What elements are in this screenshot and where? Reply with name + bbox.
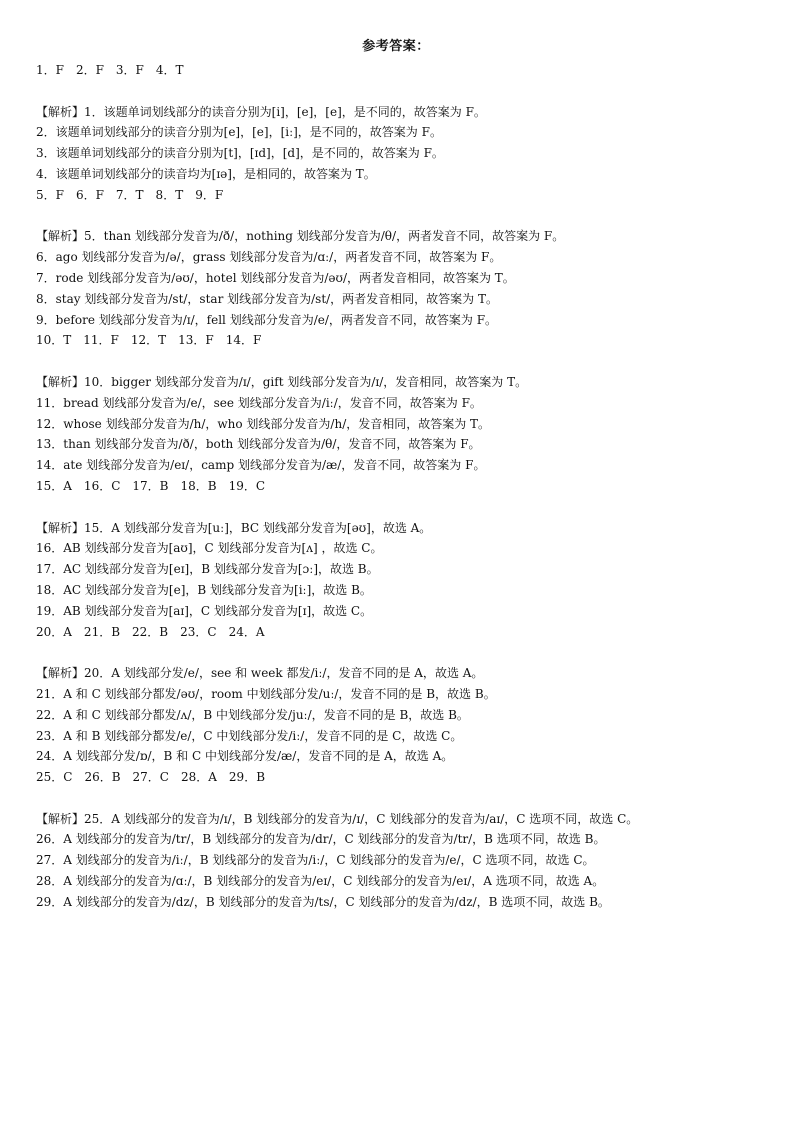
analysis-heading-line: 【解析】5．than 划线部分发音为/ð/，nothing 划线部分发音为/θ/，两者发音不同，故答案为 F。 bbox=[36, 229, 565, 244]
analysis-line: 4．该题单词划线部分的读音均为[ɪə]，是相同的，故答案为 T。 bbox=[36, 166, 376, 181]
analysis-heading-line: 【解析】15．A 划线部分发音为[uː]，BC 划线部分发音为[əʊ]，故选 A。 bbox=[36, 520, 432, 535]
analysis-line: 23．A 和 B 划线部分都发/e/，C 中划线部分发/iː/，发音不同的是 C，故选 C。 bbox=[36, 728, 463, 743]
analysis-line: 19．AB 划线部分发音为[aɪ]，C 划线部分发音为[ɪ]，故选 C。 bbox=[36, 603, 373, 618]
answer-key-line: 1．F 2．F 3．F 4．T bbox=[36, 63, 184, 77]
answer-sheet bbox=[36, 38, 756, 913]
answer-key-line: 10．T 11．F 12．T 13．F 14．F bbox=[36, 333, 262, 348]
analysis-line: 18．AC 划线部分发音为[e]，B 划线部分发音为[iː]，故选 B。 bbox=[36, 582, 372, 597]
analysis-line: 6．ago 划线部分发音为/ə/，grass 划线部分发音为/ɑː/，两者发音不同，故答案为 F。 bbox=[36, 250, 502, 265]
analysis-line: 9．before 划线部分发音为/ɪ/，fell 划线部分发音为/e/，两者发音不同，故答案为 F。 bbox=[36, 312, 498, 327]
answer-block bbox=[36, 518, 756, 643]
analysis-heading-line: 【解析】10．bigger 划线部分发音为/ɪ/，gift 划线部分发音为/ɪ/，发音相同，故答案为 T。 bbox=[36, 374, 528, 389]
analysis-line: 13．than 划线部分发音为/ð/，both 划线部分发音为/θ/，发音不同，故答案为 F。 bbox=[36, 437, 481, 452]
block-spacer bbox=[36, 206, 756, 227]
analysis-heading-line: 【解析】25．A 划线部分的发音为/ɪ/，B 划线部分的发音为/ɪ/，C 划线部分的发音为/aɪ/，C 选项不同，故选 C。 bbox=[36, 811, 639, 826]
analysis-line: 16．AB 划线部分发音为[aʊ]，C 划线部分发音为[ʌ] ，故选 C。 bbox=[36, 541, 383, 556]
block-spacer bbox=[36, 497, 756, 518]
block-spacer bbox=[36, 642, 756, 663]
analysis-line: 11．bread 划线部分发音为/e/，see 划线部分发音为/iː/，发音不同，故答案为 F。 bbox=[36, 395, 482, 410]
analysis-line: 8．stay 划线部分发音为/st/，star 划线部分发音为/st/，两者发音相同，故答案为 T。 bbox=[36, 291, 499, 306]
answer-block bbox=[36, 60, 756, 81]
answer-block bbox=[36, 226, 756, 351]
analysis-line: 22．A 和 C 划线部分都发/ʌ/，B 中划线部分发/juː/，发音不同的是 B，故选 B。 bbox=[36, 707, 469, 722]
block-spacer bbox=[36, 81, 756, 102]
analysis-line: 27．A 划线部分的发音为/iː/，B 划线部分的发音为/iː/，C 划线部分的发音为/e/，C 选项不同，故选 C。 bbox=[36, 853, 595, 868]
answer-key-line: 5．F 6．F 7．T 8．T 9．F bbox=[36, 187, 224, 202]
analysis-line: 3．该题单词划线部分的读音分别为[t]，[ɪd]，[d]，是不同的，故答案为 F。 bbox=[36, 146, 444, 161]
answer-key-line: 29．A 划线部分的发音为/dz/，B 划线部分的发音为/ts/，C 划线部分的发音为/dz/，B 选项不同，故选 B。 bbox=[36, 894, 610, 909]
answer-block bbox=[36, 663, 756, 788]
block-spacer bbox=[36, 351, 756, 372]
answer-key-line: 20．A 21．B 22．B 23．C 24．A bbox=[36, 624, 265, 639]
analysis-line: 12．whose 划线部分发音为/h/，who 划线部分发音为/h/，发音相同，故答案为 T。 bbox=[36, 416, 491, 431]
answer-key-line: 25．C 26．B 27．C 28．A 29．B bbox=[36, 770, 266, 785]
analysis-line: 21．A 和 C 划线部分都发/əʊ/，room 中划线部分发/uː/，发音不同的是 B，故选 B。 bbox=[36, 686, 496, 701]
analysis-heading-line: 【解析】20．A 划线部分发/e/，see 和 week 都发/iː/，发音不同的是 A，故选 A。 bbox=[36, 666, 484, 681]
analysis-line: 24．A 划线部分发/ɒ/，B 和 C 中划线部分发/æ/，发音不同的是 A，故选 A。 bbox=[36, 749, 454, 764]
analysis-heading-line: 【解析】1．该题单词划线部分的读音分别为[i]，[e]，[e]，是不同的，故答案为 F。 bbox=[36, 104, 486, 119]
analysis-line: 28．A 划线部分的发音为/ɑː/，B 划线部分的发音为/eɪ/，C 划线部分的发音为/eɪ/，A 选项不同，故选 A。 bbox=[36, 874, 605, 889]
page-title: 参考答案： bbox=[362, 39, 430, 54]
analysis-line: 2．该题单词划线部分的读音分别为[e]，[e]，[iː]，是不同的，故答案为 F。 bbox=[36, 125, 442, 140]
analysis-line: 7．rode 划线部分发音为/əʊ/，hotel 划线部分发音为/əʊ/，两者发音相同，故答案为 T。 bbox=[36, 270, 515, 285]
analysis-line: 17．AC 划线部分发音为[eɪ]，B 划线部分发音为[ɔː]，故选 B。 bbox=[36, 562, 379, 577]
answer-content bbox=[36, 60, 756, 913]
answer-block bbox=[36, 372, 756, 497]
analysis-line: 14．ate 划线部分发音为/eɪ/，camp 划线部分发音为/æ/，发音不同，故答案为 F。 bbox=[36, 458, 486, 473]
analysis-line: 26．A 划线部分的发音为/tr/，B 划线部分的发音为/dr/，C 划线部分的发音为/tr/，B 选项不同，故选 B。 bbox=[36, 832, 606, 847]
block-spacer bbox=[36, 788, 756, 809]
answer-key-line: 15．A 16．C 17．B 18．B 19．C bbox=[36, 478, 266, 493]
answer-block bbox=[36, 102, 756, 206]
answer-block bbox=[36, 809, 756, 913]
